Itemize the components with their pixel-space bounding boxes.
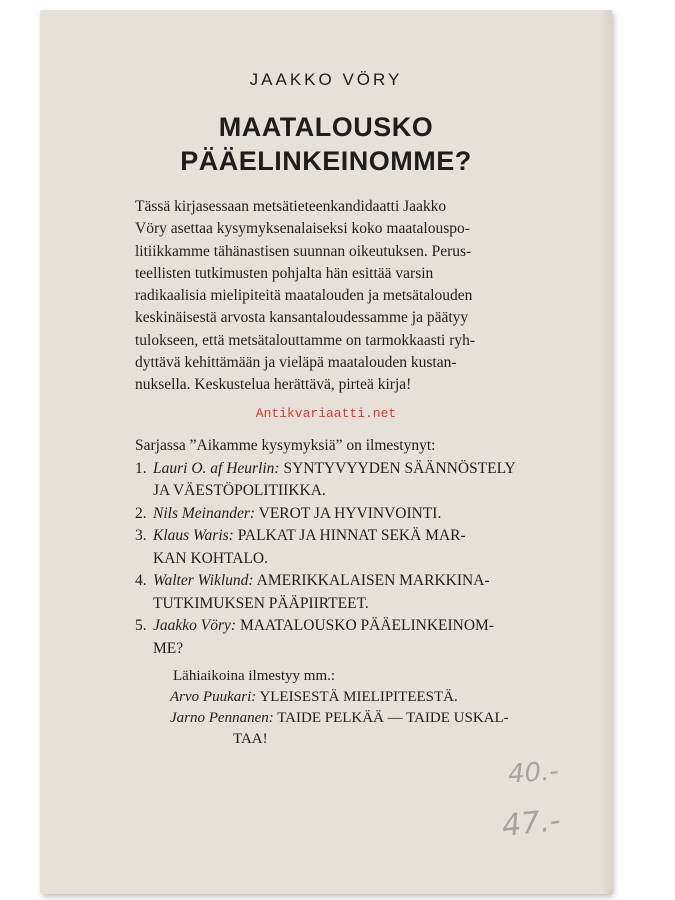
upcoming-item-title: YLEISESTÄ MIELIPITEESTÄ.	[259, 689, 458, 705]
series-list	[135, 435, 575, 660]
description-line: litiikkamme tähänastisen suunnan oikeutuksen. Perus-	[135, 242, 472, 260]
description	[135, 196, 545, 397]
series-item	[135, 570, 575, 615]
upcoming-intro: Lähiaikoina ilmestyy mm.:	[173, 668, 336, 684]
upcoming-item	[170, 687, 590, 708]
series-item-author: Walter Wiklund:	[153, 572, 254, 589]
series-item-title: SYNTYVYYDEN SÄÄNNÖSTELY	[283, 459, 516, 477]
series-item-title: AMERIKKALAISEN MARKKINA-	[256, 572, 490, 589]
author-name: JAAKKO VÖRY	[249, 70, 403, 89]
description-line: dyttävä kehittämään ja vieläpä maatalouden kustan-	[135, 354, 457, 372]
description-line: Vöry asettaa kysymyksenalaiseksi koko maatalouspo-	[135, 220, 470, 238]
pencil-price-mark: 40.-	[507, 756, 560, 790]
title-line-1: MAATALOUSKO	[218, 112, 434, 142]
series-item	[135, 525, 575, 570]
pencil-price-mark: 47.-	[500, 803, 563, 844]
series-item-author: Lauri O. af Heurlin:	[153, 459, 280, 477]
series-item	[135, 615, 575, 660]
description-line: tulokseen, että metsätalouttamme on tarmokkaasti ryh-	[135, 331, 476, 349]
title-line-2: PÄÄELINKEINOMME?	[180, 146, 472, 176]
series-intro: Sarjassa ”Aikamme kysymyksiä” on ilmestynyt:	[135, 437, 436, 454]
series-item	[135, 458, 575, 503]
series-item-title-cont: KAN KOHTALO.	[153, 549, 268, 567]
series-item	[135, 503, 575, 526]
series-item-title-cont: ME?	[153, 639, 184, 657]
series-item-number: 1.	[135, 459, 147, 477]
series-item-title: PALKAT JA HINNAT SEKÄ MAR-	[237, 527, 466, 544]
series-item-number: 2.	[135, 504, 147, 522]
series-item-number: 4.	[135, 572, 147, 589]
watermark-text: Antikvariaatti.net	[255, 406, 397, 421]
description-line: nuksella. Keskustelua herättävä, pirteä kirja!	[135, 376, 412, 394]
upcoming-list	[170, 666, 590, 750]
upcoming-item	[170, 708, 590, 750]
series-item-author: Klaus Waris:	[153, 527, 234, 544]
series-item-number: 3.	[135, 527, 147, 544]
description-line: keskinäisestä arvosta kansantaloudessamme ja päätyy	[135, 309, 469, 327]
description-line: Tässä kirjasessaan metsätieteenkandidaatti Jaakko	[135, 198, 447, 215]
series-item-author: Nils Meinander:	[153, 504, 256, 522]
series-item-author: Jaakko Vöry:	[153, 617, 237, 634]
series-item-title: VEROT JA HYVINVOINTI.	[258, 504, 442, 522]
series-item-number: 5.	[135, 617, 147, 634]
upcoming-item-author: Arvo Puukari:	[170, 689, 257, 705]
upcoming-item-title-cont: TAA!	[233, 731, 268, 747]
series-item-title-cont: JA VÄESTÖPOLITIIKKA.	[153, 482, 326, 499]
series-item-title-cont: TUTKIMUKSEN PÄÄPIIRTEET.	[153, 594, 369, 612]
upcoming-item-title: TAIDE PELKÄÄ — TAIDE USKAL-	[277, 710, 509, 726]
upcoming-item-author: Jarno Pennanen:	[170, 710, 274, 726]
description-line: teellisten tutkimusten pohjalta hän esittää varsin	[135, 264, 434, 282]
description-line: radikaalisia mielipiteitä maatalouden ja metsätalouden	[135, 287, 473, 305]
book-back-cover	[40, 10, 612, 894]
book-title	[40, 110, 612, 178]
series-item-title: MAATALOUSKO PÄÄELINKEINOM-	[239, 617, 494, 634]
